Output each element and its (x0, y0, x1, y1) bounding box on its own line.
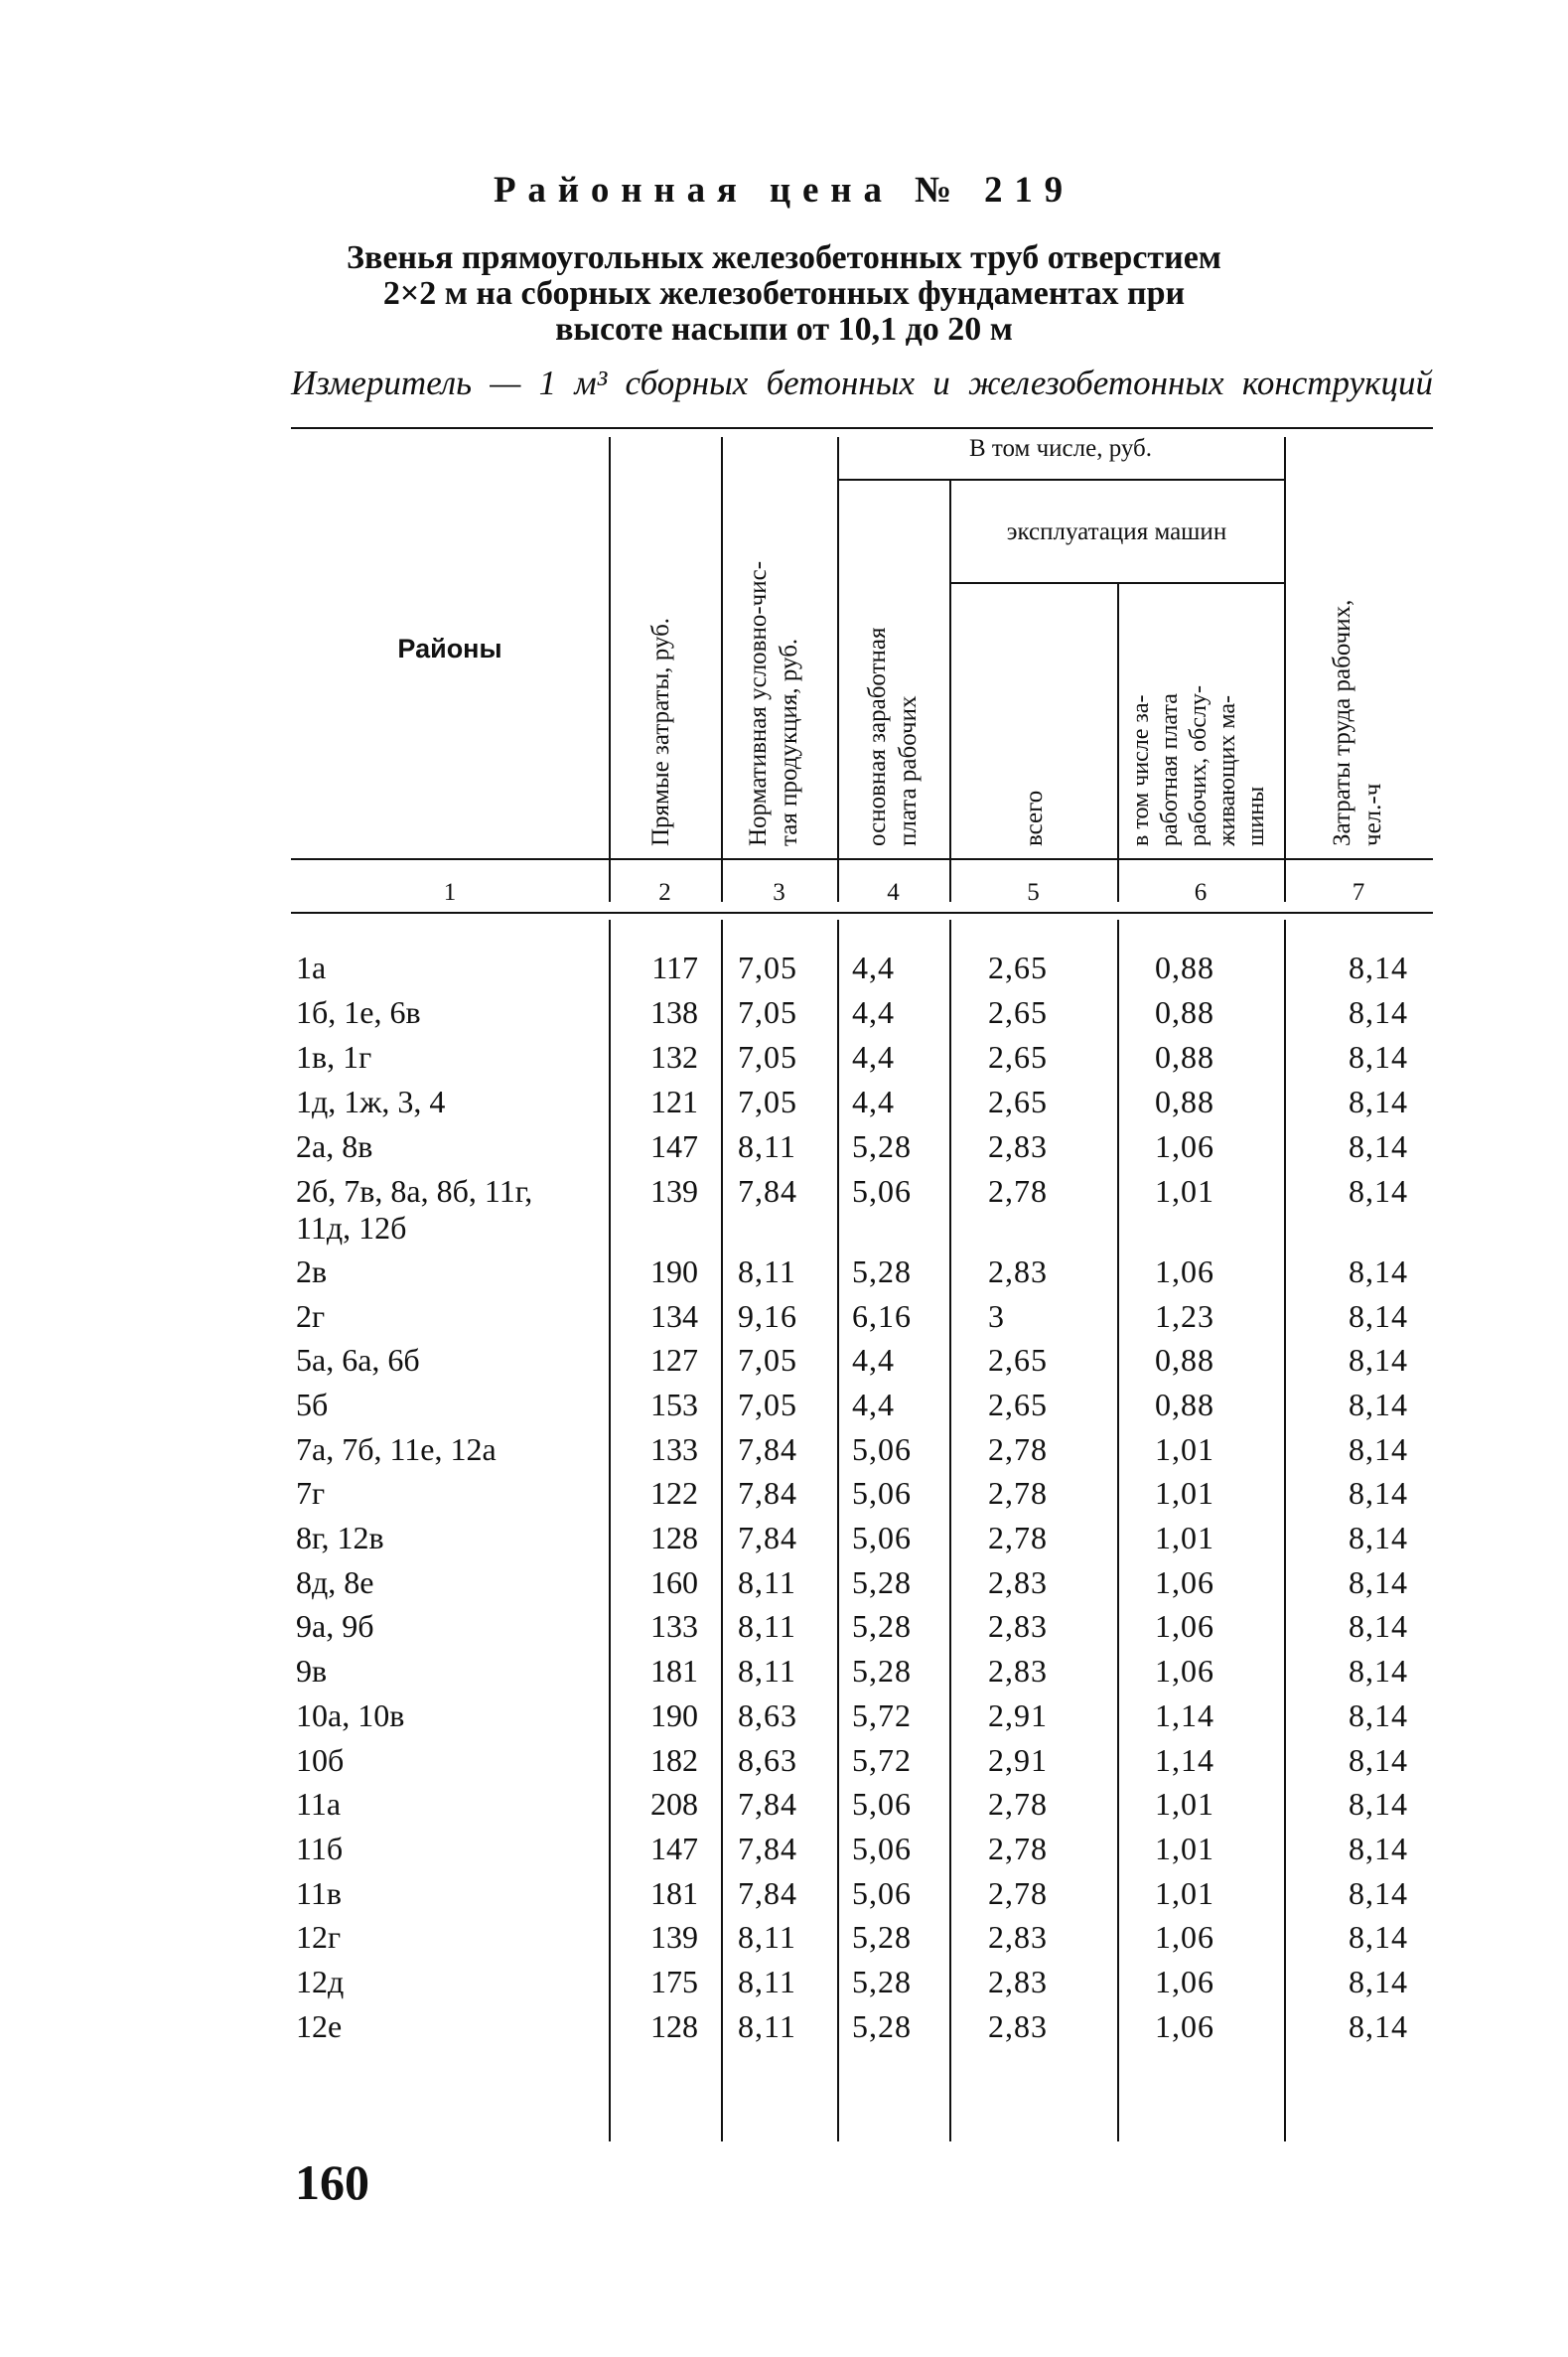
cell-wage: 4,4 (852, 950, 895, 985)
cell-wage: 5,28 (852, 1964, 912, 1999)
subtitle-line-2: 2×2 м на сборных железобетонных фундаментах при (382, 275, 1186, 312)
cell-normative: 7,05 (738, 1387, 797, 1422)
column-number-5: 5 (1027, 879, 1040, 906)
cell-direct-costs: 181 (650, 1653, 698, 1689)
cell-direct-costs: 208 (650, 1786, 698, 1822)
cell-machines-total: 2,78 (988, 1786, 1048, 1822)
cell-machines-wage: 0,88 (1155, 1039, 1214, 1075)
cell-direct-costs: 133 (650, 1608, 698, 1644)
cell-machines-total: 2,83 (988, 1608, 1048, 1644)
cell-direct-costs: 182 (650, 1742, 698, 1778)
subtitle-line-1: Звенья прямоугольных железобетонных труб отверстием (347, 239, 1221, 276)
cell-region: 5а, 6а, 6б (296, 1342, 420, 1378)
cell-machines-wage: 1,06 (1155, 1608, 1214, 1644)
cell-machines-total: 2,91 (988, 1697, 1048, 1733)
header-total-text: всего (1021, 790, 1048, 846)
cell-labor: 8,14 (1349, 1387, 1408, 1422)
cell-region: 2г (296, 1298, 326, 1334)
cell-direct-costs: 181 (650, 1875, 698, 1911)
cell-machines-wage: 0,88 (1155, 1084, 1214, 1119)
header-incl-wage-line-1: в том числе за- (1128, 694, 1154, 846)
cell-machines-total: 2,83 (988, 1919, 1048, 1955)
cell-normative: 8,11 (738, 1653, 796, 1689)
header-direct-costs-text: Прямые затраты, руб. (647, 617, 674, 846)
cell-region: 9а, 9б (296, 1608, 374, 1644)
cell-machines-wage: 1,06 (1155, 2008, 1214, 2044)
cell-machines-total: 2,78 (988, 1520, 1048, 1555)
header-incl-wage-line-3: рабочих, обслу- (1186, 685, 1212, 846)
header-normative-line-1: Нормативная условно-чис- (745, 560, 772, 846)
cell-normative: 8,11 (738, 1608, 796, 1644)
cell-normative: 8,11 (738, 2008, 796, 2044)
cell-wage: 5,28 (852, 1608, 912, 1644)
header-normative-line-2: тая продукция, руб. (776, 638, 802, 846)
cell-wage: 5,28 (852, 1128, 912, 1164)
cell-direct-costs: 133 (650, 1431, 698, 1467)
cell-normative: 7,84 (738, 1475, 797, 1511)
cell-machines-wage: 0,88 (1155, 1387, 1214, 1422)
cell-machines-total: 2,83 (988, 1964, 1048, 1999)
cell-wage: 5,72 (852, 1697, 912, 1733)
cell-direct-costs: 147 (650, 1128, 698, 1164)
cell-wage: 5,06 (852, 1786, 912, 1822)
cell-direct-costs: 132 (650, 1039, 698, 1075)
cell-machines-total: 2,65 (988, 1387, 1048, 1422)
cell-normative: 7,05 (738, 1084, 797, 1119)
cell-machines-wage: 0,88 (1155, 994, 1214, 1030)
cell-normative: 8,11 (738, 1919, 796, 1955)
cell-direct-costs: 128 (650, 2008, 698, 2044)
cell-wage: 6,16 (852, 1298, 912, 1334)
cell-machines-total: 2,83 (988, 1653, 1048, 1689)
cell-region: 7г (296, 1475, 326, 1511)
cell-normative: 9,16 (738, 1298, 797, 1334)
header-incl-rub: В том числе, руб. (968, 435, 1153, 462)
cell-wage: 5,28 (852, 1564, 912, 1600)
cell-region: 8д, 8е (296, 1564, 374, 1600)
column-number-3: 3 (773, 879, 785, 906)
cell-labor: 8,14 (1349, 1039, 1408, 1075)
cell-wage: 5,28 (852, 1919, 912, 1955)
cell-wage: 4,4 (852, 1342, 895, 1378)
cell-machines-wage: 1,06 (1155, 1964, 1214, 1999)
cell-region: 5б (296, 1387, 329, 1422)
cell-machines-total: 2,83 (988, 1253, 1048, 1289)
cell-machines-wage: 1,06 (1155, 1653, 1214, 1689)
cell-normative: 7,84 (738, 1173, 797, 1209)
header-wage-line-2: плата рабочих (895, 695, 922, 846)
cell-machines-total: 2,65 (988, 1084, 1048, 1119)
cell-direct-costs: 139 (650, 1919, 698, 1955)
cell-machines-wage: 1,06 (1155, 1564, 1214, 1600)
cell-region-continued: 11д, 12б (296, 1210, 407, 1246)
cell-region: 10а, 10в (296, 1697, 405, 1733)
cell-machines-total: 2,83 (988, 2008, 1048, 2044)
cell-normative: 7,05 (738, 950, 797, 985)
cell-wage: 5,28 (852, 2008, 912, 2044)
header-incl-wage-line-4: живающих ма- (1214, 694, 1240, 846)
cell-direct-costs: 153 (650, 1387, 698, 1422)
header-labor-line-1: Затраты труда рабочих, (1329, 599, 1355, 846)
cell-wage: 5,28 (852, 1253, 912, 1289)
cell-machines-total: 2,65 (988, 1342, 1048, 1378)
cell-machines-total: 2,65 (988, 994, 1048, 1030)
cell-normative: 7,05 (738, 1039, 797, 1075)
cell-region: 1в, 1г (296, 1039, 372, 1075)
cell-normative: 7,84 (738, 1431, 797, 1467)
cell-region: 1б, 1е, 6в (296, 994, 421, 1030)
cell-region: 11а (296, 1786, 342, 1822)
cell-labor: 8,14 (1349, 1084, 1408, 1119)
cell-machines-total: 2,78 (988, 1475, 1048, 1511)
column-number-4: 4 (887, 879, 900, 906)
cell-labor: 8,14 (1349, 1875, 1408, 1911)
cell-wage: 5,06 (852, 1475, 912, 1511)
cell-direct-costs: 190 (650, 1697, 698, 1733)
cell-region: 2а, 8в (296, 1128, 373, 1164)
cell-normative: 7,84 (738, 1831, 797, 1866)
cell-machines-total: 2,83 (988, 1128, 1048, 1164)
cell-direct-costs: 122 (650, 1475, 698, 1511)
cell-wage: 5,06 (852, 1875, 912, 1911)
cell-normative: 8,11 (738, 1253, 796, 1289)
cell-machines-total: 2,78 (988, 1831, 1048, 1866)
cell-machines-wage: 1,06 (1155, 1253, 1214, 1289)
cell-machines-total: 2,91 (988, 1742, 1048, 1778)
cell-wage: 5,72 (852, 1742, 912, 1778)
cell-wage: 5,06 (852, 1431, 912, 1467)
cell-machines-wage: 1,01 (1155, 1786, 1214, 1822)
cell-region: 1а (296, 950, 327, 985)
cell-direct-costs: 117 (651, 950, 698, 985)
cell-machines-total: 2,78 (988, 1875, 1048, 1911)
cell-region: 12д (296, 1964, 345, 1999)
cell-region: 10б (296, 1742, 345, 1778)
header-wage-line-1: основная заработная (864, 627, 891, 846)
cell-labor: 8,14 (1349, 1742, 1408, 1778)
cell-region: 2б, 7в, 8а, 8б, 11г, (296, 1173, 533, 1209)
cell-labor: 8,14 (1349, 1786, 1408, 1822)
column-number-1: 1 (443, 879, 457, 906)
header-labor-line-2: чел.-ч (1359, 783, 1386, 846)
cell-labor: 8,14 (1349, 1919, 1408, 1955)
subtitle-line-3: высоте насыпи от 10,1 до 20 м (555, 311, 1013, 348)
cell-machines-wage: 1,01 (1155, 1831, 1214, 1866)
cell-labor: 8,14 (1349, 1564, 1408, 1600)
cell-normative: 7,05 (738, 994, 797, 1030)
cell-machines-wage: 1,06 (1155, 1128, 1214, 1164)
cell-wage: 5,06 (852, 1520, 912, 1555)
cell-labor: 8,14 (1349, 1697, 1408, 1733)
cell-normative: 8,63 (738, 1742, 797, 1778)
cell-labor: 8,14 (1349, 1128, 1408, 1164)
cell-region: 11б (296, 1831, 344, 1866)
cell-wage: 5,28 (852, 1653, 912, 1689)
column-number-6: 6 (1194, 879, 1208, 906)
cell-region: 9в (296, 1653, 328, 1689)
cell-machines-total: 2,65 (988, 1039, 1048, 1075)
cell-machines-wage: 1,01 (1155, 1520, 1214, 1555)
cell-labor: 8,14 (1349, 1298, 1408, 1334)
cell-machines-wage: 0,88 (1155, 1342, 1214, 1378)
header-rayony: Районы (397, 634, 502, 663)
cell-labor: 8,14 (1349, 1653, 1408, 1689)
cell-wage: 5,06 (852, 1173, 912, 1209)
cell-labor: 8,14 (1349, 1475, 1408, 1511)
cell-labor: 8,14 (1349, 1431, 1408, 1467)
cell-wage: 4,4 (852, 1084, 895, 1119)
cell-machines-wage: 1,23 (1155, 1298, 1214, 1334)
cell-labor: 8,14 (1349, 1520, 1408, 1555)
cell-normative: 8,63 (738, 1697, 797, 1733)
cell-direct-costs: 138 (650, 994, 698, 1030)
cell-machines-wage: 1,14 (1155, 1697, 1214, 1733)
page-title: Районная цена № 219 (493, 170, 1075, 211)
cell-labor: 8,14 (1349, 1253, 1408, 1289)
cell-labor: 8,14 (1349, 950, 1408, 985)
cell-labor: 8,14 (1349, 1831, 1408, 1866)
column-number-7: 7 (1352, 879, 1365, 906)
cell-direct-costs: 127 (650, 1342, 698, 1378)
cell-machines-total: 2,78 (988, 1431, 1048, 1467)
cell-labor: 8,14 (1349, 1173, 1408, 1209)
cell-labor: 8,14 (1349, 1342, 1408, 1378)
cell-labor: 8,14 (1349, 994, 1408, 1030)
cell-wage: 4,4 (852, 994, 895, 1030)
cell-machines-total: 3 (988, 1298, 1005, 1334)
cell-region: 8г, 12в (296, 1520, 384, 1555)
cell-machines-total: 2,78 (988, 1173, 1048, 1209)
cell-region: 1д, 1ж, 3, 4 (296, 1084, 446, 1119)
header-incl-wage-line-2: работная плата (1157, 693, 1183, 846)
cell-machines-wage: 1,01 (1155, 1173, 1214, 1209)
cell-labor: 8,14 (1349, 1608, 1408, 1644)
cell-normative: 7,84 (738, 1875, 797, 1911)
cell-direct-costs: 134 (650, 1298, 698, 1334)
cell-normative: 7,05 (738, 1342, 797, 1378)
cell-wage: 5,06 (852, 1831, 912, 1866)
cell-machines-total: 2,65 (988, 950, 1048, 985)
cell-region: 7а, 7б, 11е, 12а (296, 1431, 497, 1467)
cell-machines-wage: 1,01 (1155, 1431, 1214, 1467)
cell-direct-costs: 160 (650, 1564, 698, 1600)
cell-machines-wage: 0,88 (1155, 950, 1214, 985)
page-number: 160 (295, 2154, 369, 2210)
cell-direct-costs: 190 (650, 1253, 698, 1289)
cell-direct-costs: 139 (650, 1173, 698, 1209)
cell-machines-wage: 1,01 (1155, 1875, 1214, 1911)
cell-region: 12е (296, 2008, 343, 2044)
cell-wage: 4,4 (852, 1387, 895, 1422)
cell-region: 2в (296, 1253, 328, 1289)
cell-normative: 8,11 (738, 1964, 796, 1999)
cell-machines-wage: 1,01 (1155, 1475, 1214, 1511)
header-machines: эксплуатация машин (1006, 518, 1227, 545)
cell-machines-wage: 1,14 (1155, 1742, 1214, 1778)
cell-normative: 7,84 (738, 1786, 797, 1822)
cell-wage: 4,4 (852, 1039, 895, 1075)
header-incl-wage-line-5: шины (1243, 786, 1269, 846)
column-number-2: 2 (658, 879, 671, 906)
cell-normative: 8,11 (738, 1128, 796, 1164)
cell-machines-total: 2,83 (988, 1564, 1048, 1600)
cell-direct-costs: 147 (650, 1831, 698, 1866)
cell-normative: 8,11 (738, 1564, 796, 1600)
cell-direct-costs: 121 (650, 1084, 698, 1119)
cell-region: 11в (296, 1875, 342, 1911)
cell-labor: 8,14 (1349, 1964, 1408, 1999)
cell-labor: 8,14 (1349, 2008, 1408, 2044)
measure-unit: Измеритель — 1 м³ сборных бетонных и железобетонных конструкций (291, 364, 1433, 402)
cell-machines-wage: 1,06 (1155, 1919, 1214, 1955)
cell-direct-costs: 128 (650, 1520, 698, 1555)
cell-normative: 7,84 (738, 1520, 797, 1555)
cell-direct-costs: 175 (650, 1964, 698, 1999)
cell-region: 12г (296, 1919, 342, 1955)
